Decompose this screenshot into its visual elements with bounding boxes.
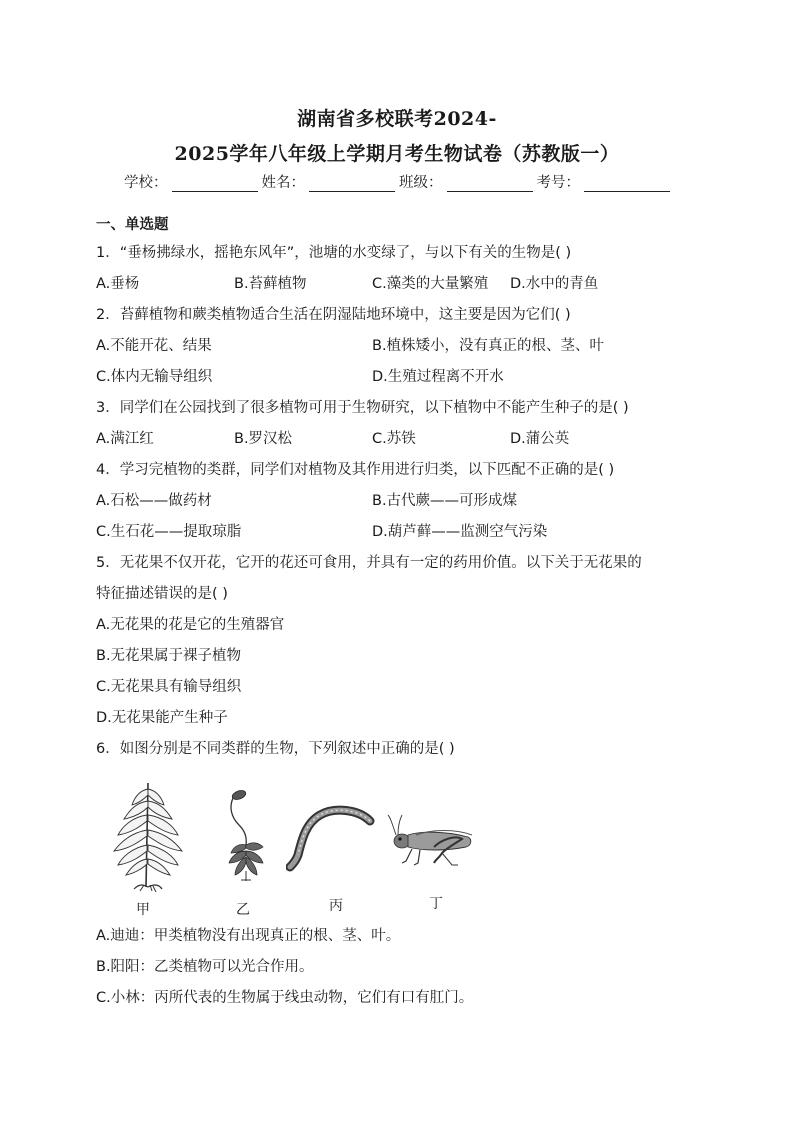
grasshopper-illustration [386,813,481,873]
name-field [262,171,396,192]
section-heading: 一、单选题 [96,217,169,233]
q1-stem: 1．“垂杨拂绿水，摇艳东风年”，池塘的水变绿了，与以下有关的生物是( ) [96,245,572,261]
class-field [399,171,533,192]
q6-option-a[interactable]: A.迪迪：甲类植物没有出现真正的根、茎、叶。 [96,928,401,944]
fern-illustration [104,775,194,895]
exam-title-line1: 湖南省多校联考2024- [297,108,497,130]
q3-stem: 3．同学们在公园找到了很多植物可用于生物研究，以下植物中不能产生种子的是( ) [96,400,629,416]
moss-illustration [221,785,271,885]
q2-option-c[interactable]: C.体内无输导组织 [96,369,213,385]
name-label: 姓名： [261,175,305,191]
q2-option-d[interactable]: D.生殖过程离不开水 [372,369,504,385]
q4-option-a[interactable]: A.石松——做药材 [96,493,212,509]
exam-number-field [537,171,671,192]
figure-label-jia: 甲 [136,902,150,918]
q2-options-row1 [96,331,708,362]
exam-number-blank[interactable] [584,177,670,192]
class-blank[interactable] [447,177,533,192]
q5-option-c[interactable]: C.无花果具有输导组织 [96,679,242,695]
q3-option-a[interactable]: A.满江红 [96,431,154,447]
figure-label-bing: 丙 [329,898,343,914]
student-info-row [0,171,794,192]
class-label: 班级： [399,175,443,191]
q1-option-d[interactable]: D.水中的青鱼 [510,276,599,292]
q4-options-row1 [96,486,708,517]
figure-label-ding: 丁 [429,896,443,912]
q5-option-b[interactable]: B.无花果属于裸子植物 [96,648,242,664]
q1-options [96,269,708,300]
q3-option-c[interactable]: C.苏铁 [372,431,416,447]
q4-option-d[interactable]: D.葫芦藓——监测空气污染 [372,524,548,540]
q6-stem: 6．如图分别是不同类群的生物，下列叙述中正确的是( ) [96,741,455,757]
q5-stem-line2: 特征描述错误的是( ) [96,586,228,602]
q6-option-c[interactable]: C.小林：丙所代表的生物属于线虫动物，它们有口有肛门。 [96,990,474,1006]
q1-option-a[interactable]: A.垂杨 [96,276,140,292]
school-field [124,171,258,192]
figure-label-yi: 乙 [236,902,250,918]
questions [96,212,708,1014]
q2-stem: 2．苔藓植物和蕨类植物适合生活在阴湿陆地环境中，这主要是因为它们( ) [96,307,571,323]
q3-options [96,424,708,455]
q2-option-a[interactable]: A.不能开花、结果 [96,338,212,354]
q6-option-b[interactable]: B.阳阳：乙类植物可以光合作用。 [96,959,314,975]
q4-stem: 4．学习完植物的类群，同学们对植物及其作用进行归类，以下匹配不正确的是( ) [96,462,615,478]
q3-option-b[interactable]: B.罗汉松 [234,431,293,447]
q1-option-b[interactable]: B.苔藓植物 [234,276,307,292]
q5-stem-line1: 5．无花果不仅开花，它开的花还可食用，并具有一定的药用价值。以下关于无花果的 [96,555,642,571]
q5-option-a[interactable]: A.无花果的花是它的生殖器官 [96,617,285,633]
exam-title-line2: 2025学年八年级上学期月考生物试卷（苏教版一） [174,143,620,165]
q3-option-d[interactable]: D.蒲公英 [510,431,570,447]
q4-option-c[interactable]: C.生石花——提取琼脂 [96,524,242,540]
school-label: 学校： [124,175,168,191]
q6-figure [96,765,708,921]
worm-illustration [286,803,376,873]
school-blank[interactable] [172,177,258,192]
exam-number-label: 考号： [536,175,580,191]
q4-options-row2 [96,517,708,548]
q2-options-row2 [96,362,708,393]
q4-option-b[interactable]: B.古代蕨——可形成煤 [372,493,518,509]
q1-option-c[interactable]: C.藻类的大量繁殖 [372,276,489,292]
name-blank[interactable] [309,177,395,192]
q2-option-b[interactable]: B.植株矮小，没有真正的根、茎、叶 [372,338,605,354]
q5-option-d[interactable]: D.无花果能产生种子 [96,710,228,726]
